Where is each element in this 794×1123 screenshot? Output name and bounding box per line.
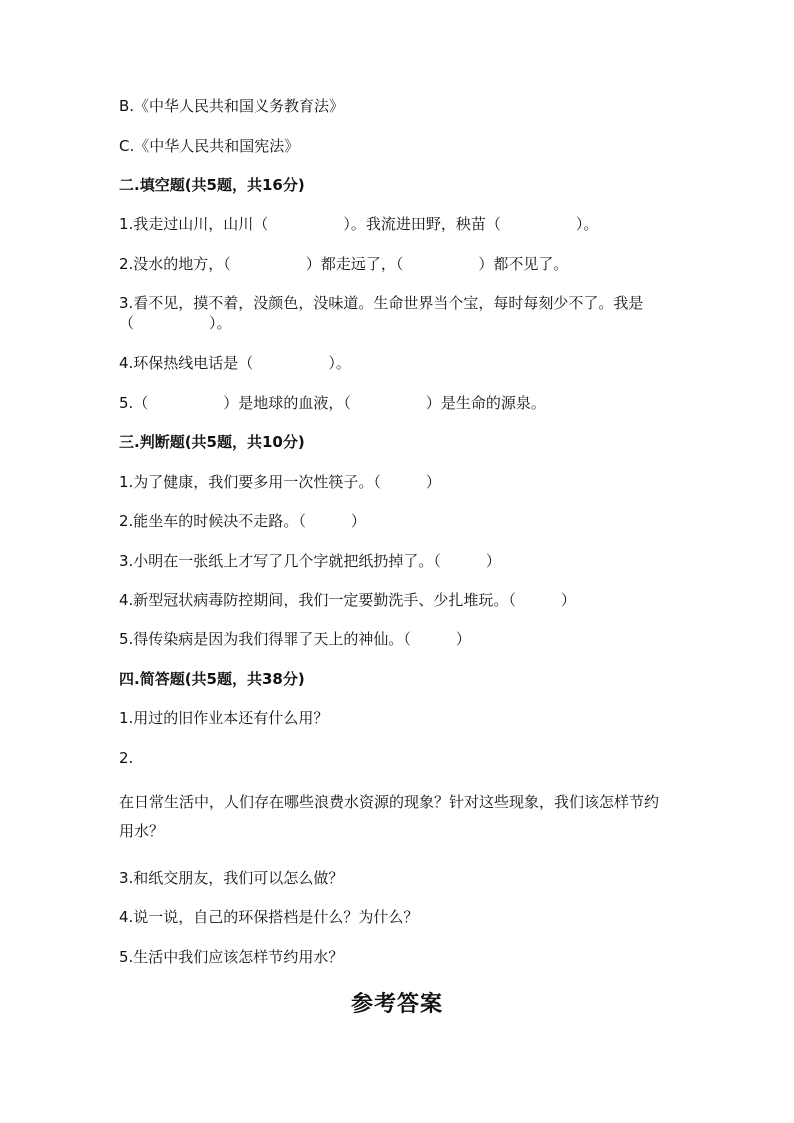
short-question-5: 5.生活中我们应该怎样节约用水？ (119, 948, 344, 966)
judge-question-1: 1.为了健康，我们要多用一次性筷子。（ ） (119, 473, 441, 491)
short-question-4: 4.说一说，自己的环保搭档是什么？为什么？ (119, 908, 419, 926)
fill-question-5: 5.（ ）是地球的血液，（ ）是生命的源泉。 (119, 394, 546, 412)
section-heading-true-false: 三.判断题(共5题，共10分) (119, 433, 305, 451)
short-question-2-number: 2. (119, 749, 134, 767)
fill-question-1: 1.我走过山川，山川（ ）。我流进田野，秧苗（ ）。 (119, 215, 599, 233)
judge-question-2: 2.能坐车的时候决不走路。（ ） (119, 512, 366, 530)
fill-question-4: 4.环保热线电话是（ ）。 (119, 354, 351, 372)
short-question-1: 1.用过的旧作业本还有什么用？ (119, 709, 329, 727)
answer-key-title: 参考答案 (350, 991, 443, 1017)
judge-question-3: 3.小明在一张纸上才写了几个字就把纸扔掉了。（ ） (119, 552, 501, 570)
section-heading-short-answer: 四.简答题(共5题，共38分) (119, 670, 305, 688)
fill-question-2: 2.没水的地方，（ ）都走远了，（ ）都不见了。 (119, 255, 569, 273)
option-b: B.《中华人民共和国义务教育法》 (119, 97, 345, 115)
option-c: C.《中华人民共和国宪法》 (119, 137, 300, 155)
short-question-2-text: 在日常生活中，人们存在哪些浪费水资源的现象？针对这些现象，我们该怎样节约用水？ (119, 793, 660, 840)
fill-question-3: 3.看不见，摸不着，没颜色，没味道。生命世界当个宝，每时每刻少不了。我是（ ）。 (119, 294, 644, 332)
judge-question-5: 5.得传染病是因为我们得罪了天上的神仙。（ ） (119, 630, 471, 648)
section-heading-fill-in: 二.填空题(共5题，共16分) (119, 176, 305, 194)
judge-question-4: 4.新型冠状病毒防控期间，我们一定要勤洗手、少扎堆玩。（ ） (119, 591, 576, 609)
short-question-3: 3.和纸交朋友，我们可以怎么做？ (119, 869, 344, 887)
